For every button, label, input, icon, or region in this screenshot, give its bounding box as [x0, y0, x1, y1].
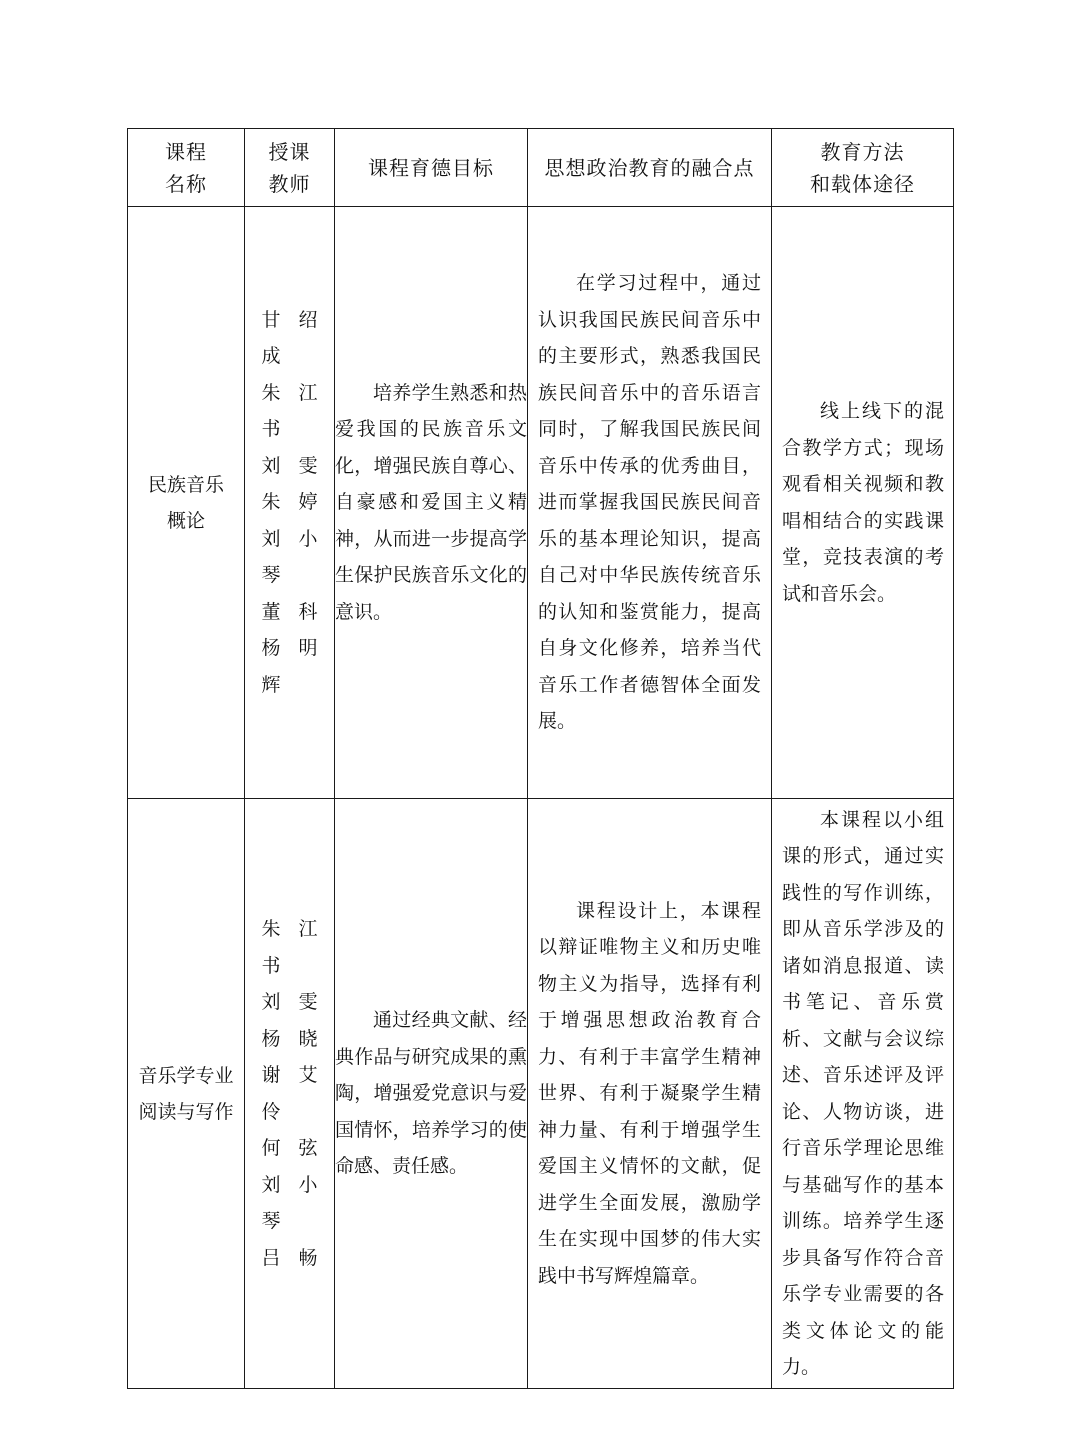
goal-text: 通过经典文献、经典作品与研究成果的熏陶，增强爱党意识与爱国情怀，培养学习的使命感、责任感。 [335, 1009, 527, 1178]
teacher-name: 刘小琴 [261, 527, 318, 587]
teacher-name: 刘雯 [261, 454, 318, 477]
method-cell [772, 799, 954, 1389]
teacher-name: 朱江书 [261, 918, 318, 977]
teacher-name: 刘雯 [261, 991, 318, 1013]
header-text: 教师 [268, 171, 311, 196]
header-text: 课程育德目标 [368, 155, 494, 180]
header-text: 思想政治教育的融合点 [544, 155, 755, 180]
teacher-name: 杨明辉 [261, 637, 318, 696]
method-text: 线上线下的混合教学方式；现场观看相关视频和教唱相结合的实践课堂，竞技表演的考试和音乐会。 [782, 400, 944, 605]
table-row [128, 207, 954, 799]
header-row [128, 129, 954, 207]
course-name-text: 阅读与写作 [138, 1100, 234, 1123]
course-name-cell [128, 799, 245, 1389]
teacher-name: 朱江书 [261, 381, 318, 441]
header-method [772, 129, 954, 207]
goal-cell [335, 207, 528, 799]
teacher-name: 刘小琴 [261, 1173, 318, 1232]
header-text: 名称 [165, 171, 207, 196]
teacher-name: 杨晓 [261, 1027, 318, 1050]
course-name-cell [128, 207, 245, 799]
header-text: 授课 [268, 139, 311, 164]
integration-cell [528, 799, 772, 1389]
header-goal [335, 129, 528, 207]
teacher-cell [245, 207, 335, 799]
header-text: 和载体途径 [810, 171, 915, 196]
teacher-cell [245, 799, 335, 1389]
course-name-text: 民族音乐 [147, 473, 224, 496]
course-table [127, 128, 954, 1389]
teacher-name: 何弦 [261, 1137, 318, 1159]
method-cell [772, 207, 954, 799]
table-row [128, 799, 954, 1389]
teacher-name: 董科 [261, 600, 318, 623]
header-text: 课程 [165, 139, 207, 164]
goal-text: 培养学生熟悉和热爱我国的民族音乐文化，增强民族自尊心、自豪感和爱国主义精神，从而进一步提高学生保护民族音乐文化的意识。 [335, 381, 527, 623]
course-name-text: 概论 [166, 509, 205, 532]
teacher-name: 朱婷 [261, 491, 318, 514]
teacher-name: 吕畅 [261, 1246, 318, 1269]
method-text: 本课程以小组课的形式，通过实践性的写作训练，即从音乐学涉及的诸如消息报道、读书笔记、音乐赏析、文献与会议综述、音乐述评及评论、人物访谈，进行音乐学理论思维与基础写作的基本训练。培养学生逐步具备写作符合音乐学专业需要的各类文体论文的能力。 [782, 808, 944, 1378]
header-course-name [128, 129, 245, 207]
course-name-text: 音乐学专业 [138, 1064, 234, 1087]
integration-text: 在学习过程中，通过认识我国民族民间音乐中的主要形式，熟悉我国民族民间音乐中的音乐语言同时，了解我国民族民间音乐中传承的优秀曲目，进而掌握我国民族民间音乐的基本理论知识，提高自己对中华民族传统音乐的认知和鉴赏能力，提高自身文化修养，培养当代音乐工作者德智体全面发展。 [538, 272, 761, 733]
teacher-name: 甘绍成 [261, 308, 318, 368]
header-teacher [245, 129, 335, 207]
goal-cell [335, 799, 528, 1389]
header-text: 教育方法 [820, 139, 905, 164]
header-integration [528, 129, 772, 207]
teacher-name: 谢艾伶 [261, 1064, 318, 1123]
integration-cell [528, 207, 772, 799]
integration-text: 课程设计上，本课程以辩证唯物主义和历史唯物主义为指导，选择有利于增强思想政治教育合力、有利于丰富学生精神世界、有利于凝聚学生精神力量、有利于增强学生爱国主义情怀的文献，促进学生全面发展，激励学生在实现中国梦的伟大实践中书写辉煌篇章。 [538, 899, 761, 1287]
